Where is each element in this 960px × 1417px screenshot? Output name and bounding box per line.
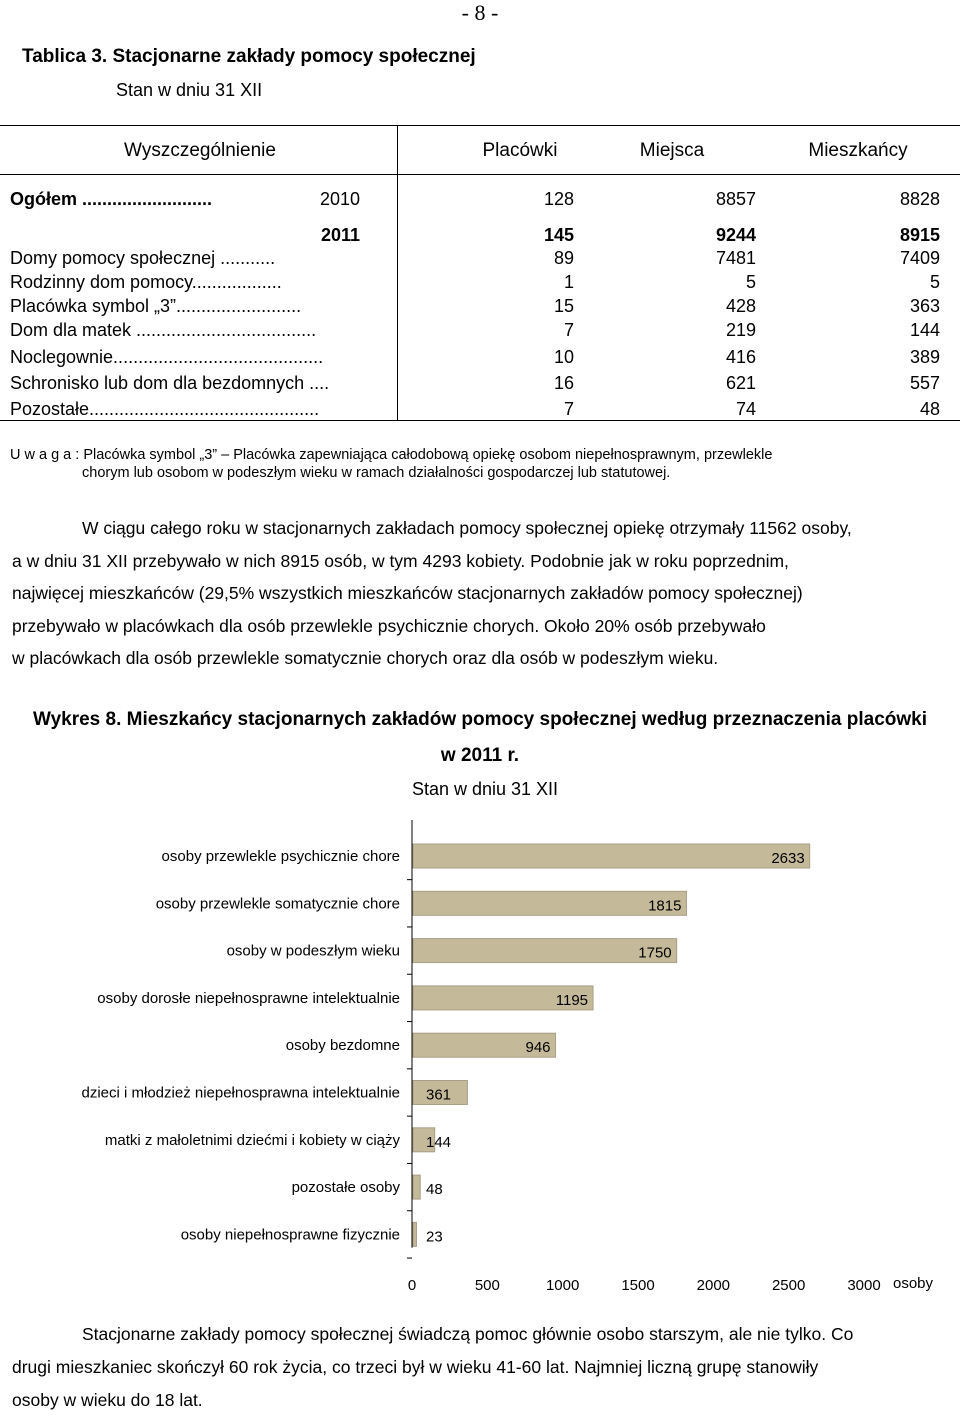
mieszkancy-value: 8915 bbox=[899, 225, 940, 245]
mieszkancy-value: 8828 bbox=[899, 189, 940, 209]
data-label: 48 bbox=[426, 1181, 443, 1199]
x-axis-unit-label: osoby bbox=[893, 1275, 934, 1292]
placowki-value: 128 bbox=[543, 189, 574, 209]
x-tick-label: 500 bbox=[474, 1277, 500, 1294]
row-label: Dom dla matek .................................... bbox=[10, 320, 317, 340]
row-label: Domy pomocy społecznej ........... bbox=[10, 248, 276, 268]
category-label: matki z małoletnimi dziećmi i kobiety w ciąży bbox=[104, 1131, 400, 1149]
chart-title-year: w 2011 r. bbox=[440, 745, 520, 766]
mieszkancy-value: 557 bbox=[909, 373, 940, 393]
mieszkancy-value: 144 bbox=[909, 320, 940, 340]
bar bbox=[413, 1175, 420, 1199]
placowki-value: 89 bbox=[553, 248, 574, 268]
header-mieszkancy: Mieszkańcy bbox=[808, 140, 908, 161]
table-row-total-2011 bbox=[0, 225, 960, 249]
header-placowki: Placówki bbox=[482, 140, 558, 161]
table-subtitle: Stan w dniu 31 XII bbox=[116, 80, 263, 100]
header-wyszczegolnienie: Wyszczególnienie bbox=[124, 140, 276, 161]
miejsca-value: 5 bbox=[745, 272, 756, 292]
paragraph-line: a w dniu 31 XII przebywało w nich 8915 osób, w tym 4293 kobiety. Podobnie jak w roku poprzednim, bbox=[12, 550, 789, 571]
bar bbox=[413, 1222, 416, 1246]
placowki-value: 15 bbox=[553, 296, 574, 316]
data-label: 1750 bbox=[638, 944, 672, 962]
data-label: 1815 bbox=[648, 897, 682, 915]
placowki-value: 1 bbox=[563, 272, 574, 292]
category-label: osoby w podeszłym wieku bbox=[226, 942, 400, 960]
data-label: 1195 bbox=[555, 991, 589, 1009]
paragraph-2 bbox=[12, 1318, 958, 1417]
miejsca-value: 74 bbox=[735, 399, 756, 419]
table-row bbox=[0, 248, 960, 272]
miejsca-value: 621 bbox=[725, 373, 756, 393]
total-label: Ogółem .......................... bbox=[10, 189, 213, 209]
table-row bbox=[0, 296, 960, 320]
x-tick-label: 1500 bbox=[621, 1277, 655, 1294]
table-row bbox=[0, 399, 960, 423]
x-tick-label: 3000 bbox=[847, 1277, 881, 1294]
x-tick-label: 0 bbox=[407, 1277, 417, 1294]
chart-subtitle: Stan w dniu 31 XII bbox=[411, 779, 559, 799]
paragraph-line: W ciągu całego roku w stacjonarnych zakładach pomocy społecznej opiekę otrzymały 11562 osoby, bbox=[82, 518, 852, 538]
table-note-continued: chorym lub osobom w podeszłym wieku w ramach działalności gospodarczej lub statutowej. bbox=[82, 465, 671, 481]
miejsca-value: 416 bbox=[725, 347, 756, 367]
category-label: osoby przewlekle somatycznie chore bbox=[155, 895, 400, 913]
miejsca-value: 219 bbox=[725, 320, 756, 340]
mieszkancy-value: 5 bbox=[929, 272, 940, 292]
table-row bbox=[0, 347, 960, 371]
row-label: Noclegownie.......................................... bbox=[10, 347, 324, 367]
table-header-rule bbox=[0, 174, 960, 175]
paragraph-line: Stacjonarne zakłady pomocy społecznej świadczą pomoc głównie osobo starszym, ale nie tylko. Co bbox=[82, 1324, 854, 1344]
bar-chart bbox=[0, 820, 960, 1300]
category-label: osoby niepełnosprawne fizycznie bbox=[180, 1226, 400, 1244]
placowki-value: 145 bbox=[543, 225, 574, 245]
data-label: 23 bbox=[426, 1228, 443, 1246]
miejsca-value: 9244 bbox=[715, 225, 756, 245]
miejsca-value: 8857 bbox=[715, 189, 756, 209]
table-note: U w a g a : Placówka symbol „3” – Placówka zapewniająca całodobową opiekę osobom niepełnosprawnym, przewlekle bbox=[10, 447, 773, 463]
paragraph-1 bbox=[12, 512, 958, 675]
paragraph-line: osoby w wieku do 18 lat. bbox=[12, 1390, 203, 1410]
data-label: 144 bbox=[426, 1133, 452, 1151]
paragraph-line: najwięcej mieszkańców (29,5% wszystkich mieszkańców stacjonarnych zakładów pomocy społecznej) bbox=[12, 583, 803, 603]
mieszkancy-value: 48 bbox=[919, 399, 940, 419]
table-title: Tablica 3. Stacjonarne zakłady pomocy społecznej bbox=[22, 46, 476, 67]
data-label: 361 bbox=[426, 1086, 452, 1104]
table-row bbox=[0, 272, 960, 296]
header-miejsca: Miejsca bbox=[639, 140, 705, 161]
category-label: osoby bezdomne bbox=[285, 1037, 400, 1055]
miejsca-value: 7481 bbox=[715, 248, 756, 268]
paragraph-line: drugi mieszkaniec skończył 60 rok życia, co trzeci był w wieku 41-60 lat. Najmniej liczną grupę stanowiły bbox=[12, 1357, 819, 1377]
category-label: pozostałe osoby bbox=[291, 1179, 400, 1197]
row-label: Placówka symbol „3”......................... bbox=[10, 296, 302, 316]
table-row bbox=[0, 373, 960, 397]
x-tick-label: 2500 bbox=[771, 1277, 806, 1294]
year: 2011 bbox=[320, 225, 360, 245]
placowki-value: 7 bbox=[563, 399, 574, 419]
category-label: dzieci i młodzież niepełnosprawna intelektualnie bbox=[81, 1084, 400, 1102]
row-label: Pozostałe.............................................. bbox=[10, 399, 320, 419]
year: 2010 bbox=[319, 189, 360, 209]
paragraph-line: w placówkach dla osób przewlekle somatycznie chorych oraz dla osób w podeszłym wieku. bbox=[12, 648, 719, 668]
chart-title: Wykres 8. Mieszkańcy stacjonarnych zakładów pomocy społecznej według przeznaczenia placówki bbox=[32, 709, 928, 730]
data-label: 2633 bbox=[771, 850, 805, 867]
table-col-divider bbox=[397, 125, 398, 174]
row-label: Schronisko lub dom dla bezdomnych .... bbox=[10, 373, 330, 393]
category-label: osoby dorosłe niepełnosprawne intelektualnie bbox=[97, 989, 400, 1007]
placowki-value: 10 bbox=[553, 347, 574, 367]
miejsca-value: 428 bbox=[725, 296, 756, 316]
mieszkancy-value: 7409 bbox=[899, 248, 940, 268]
placowki-value: 16 bbox=[553, 373, 574, 393]
bar bbox=[413, 939, 677, 963]
bar bbox=[413, 891, 686, 915]
mieszkancy-value: 389 bbox=[909, 347, 940, 367]
bar bbox=[413, 844, 810, 868]
data-label: 946 bbox=[525, 1039, 551, 1057]
placowki-value: 7 bbox=[563, 320, 574, 340]
page-number: - 8 - bbox=[461, 0, 499, 25]
table-top-rule bbox=[0, 125, 960, 126]
row-label: Rodzinny dom pomocy.................. bbox=[10, 272, 282, 292]
x-tick-label: 1000 bbox=[545, 1277, 580, 1294]
paragraph-line: przebywało w placówkach dla osób przewlekle psychicznie chorych. Około 20% osób przebywało bbox=[12, 615, 766, 636]
mieszkancy-value: 363 bbox=[909, 296, 940, 316]
category-label: osoby przewlekle psychicznie chore bbox=[161, 848, 400, 865]
table-row bbox=[0, 320, 960, 344]
x-tick-label: 2000 bbox=[696, 1277, 731, 1294]
table-row-total-2010 bbox=[0, 189, 960, 213]
